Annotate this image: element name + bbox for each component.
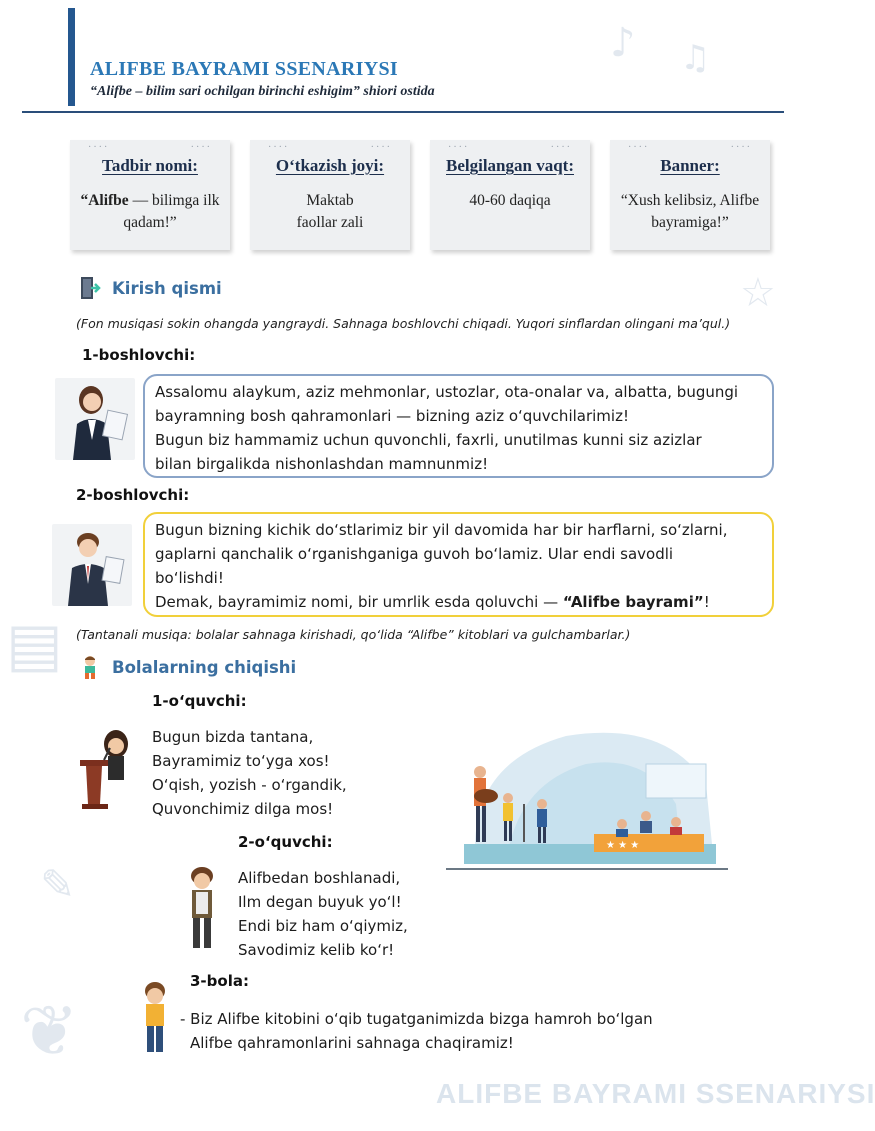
- card-body: [260, 190, 400, 234]
- poem-line: Endi biz ham o‘qiymiz,: [238, 917, 408, 935]
- event-name-emphasis: “Alifbe bayrami”: [562, 593, 704, 611]
- background-doodle-music-icon: ♪: [610, 20, 636, 66]
- speech-line-final: [155, 590, 762, 614]
- host1-speech-bubble: [143, 374, 774, 478]
- card-body: [80, 190, 220, 234]
- speaker-label: 1-boshlovchi:: [82, 346, 196, 364]
- speech-line: bayramning bosh qahramonlari — bizning aziz o‘quvchilarimiz!: [155, 407, 629, 425]
- section-title: Kirish qismi: [112, 278, 222, 298]
- pin-dots: ···· ····: [88, 142, 212, 153]
- speech-text: Demak, bayramimiz nomi, bir umrlik esda qoluvchi —: [155, 593, 563, 611]
- student3-speech: [180, 1007, 653, 1055]
- poem-line: Savodimiz kelib ko‘r!: [238, 941, 395, 959]
- speech-line: bilan birgalikda nishonlashdan mamnunmiz!: [155, 455, 489, 473]
- speech-line: Assalomu alaykum, aziz mehmonlar, ustozlar, ota-onalar va, albatta, bugungi: [155, 383, 739, 401]
- card-body-text: — bilimga ilk qadam!”: [123, 192, 220, 231]
- student-at-podium-icon: [78, 724, 142, 810]
- student-label: 3-bola:: [190, 972, 249, 990]
- student-label: 1-o‘quvchi:: [152, 692, 247, 710]
- presenter-male-icon: [52, 524, 132, 606]
- header-divider: [22, 111, 784, 113]
- section-title: Bolalarning chiqishi: [112, 657, 297, 677]
- card-body-text: Maktab faollar zali: [296, 192, 364, 231]
- pin-dots: ···· ····: [628, 142, 752, 153]
- svg-text:★ ★ ★: ★ ★ ★: [606, 840, 640, 851]
- student2-poem: [238, 866, 408, 962]
- card-heading: Banner:: [660, 156, 720, 175]
- poem-line: Ilm degan buyuk yo‘l!: [238, 893, 402, 911]
- young-child-icon: [138, 980, 172, 1056]
- intro-section-heading: [80, 276, 222, 300]
- speaker-label: 2-boshlovchi:: [76, 486, 190, 504]
- music-stage-direction: (Tantanali musiqa: bolalar sahnaga kirishadi, qo‘lida “Alifbe” kitoblari va gulchambarlar.): [76, 627, 631, 642]
- speech-line: Alifbe qahramonlarini sahnaga chaqiramiz!: [190, 1034, 514, 1052]
- background-doodle-note-icon: ♫: [680, 38, 711, 78]
- watermark-text: ALIFBE BAYRAMI SSENARIYSI: [436, 1078, 875, 1109]
- poem-line: Bugun bizda tantana,: [152, 728, 314, 746]
- student1-poem: [152, 725, 347, 821]
- poem-line: Alifbedan boshlanadi,: [238, 869, 401, 887]
- poem-line: Bayramimiz to‘yga xos!: [152, 752, 330, 770]
- background-doodle-feather-icon: ❦: [20, 990, 79, 1072]
- document-title: ALIFBE BAYRAMI SSENARIYSI: [90, 58, 398, 80]
- school-concert-stage-illustration: [446, 724, 728, 872]
- speech-text: !: [703, 593, 710, 611]
- host2-speech-bubble: [143, 512, 774, 617]
- header-accent-bar: [68, 8, 75, 106]
- kids-section-heading: [80, 655, 296, 679]
- speech-line: Bugun biz hammamiz uchun quvonchli, faxrli, unutilmas kunni siz azizlar: [155, 431, 702, 449]
- info-card-banner: [610, 140, 770, 250]
- child-icon: [80, 655, 100, 679]
- poem-line: Quvonchimiz dilga mos!: [152, 800, 334, 818]
- card-body: [620, 190, 760, 234]
- door-exit-icon: [80, 276, 100, 300]
- pin-dots: ···· ····: [448, 142, 572, 153]
- info-card-event-name: [70, 140, 230, 250]
- background-doodle-pencil-icon: ✎: [40, 860, 76, 909]
- card-heading: Belgilangan vaqt:: [446, 156, 574, 175]
- host-avatar-female: [55, 378, 135, 460]
- speech-line: - Biz Alifbe kitobini o‘qib tugatganimizda bizga hamroh bo‘lgan: [180, 1010, 653, 1028]
- speech-line: gaplarni qanchalik o‘rganishganiga guvoh bo‘lamiz. Ular endi savodli: [155, 545, 674, 563]
- host-avatar-male: [52, 524, 132, 606]
- card-body-text: 40-60 daqiqa: [469, 192, 551, 209]
- card-body-text: “Xush kelibsiz, Alifbe bayramiga!”: [620, 192, 760, 231]
- poem-line: O‘qish, yozish - o‘rgandik,: [152, 776, 347, 794]
- card-body: [440, 190, 580, 212]
- card-body-bold: “Alifbe: [80, 192, 129, 209]
- presenter-female-icon: [55, 378, 135, 460]
- pin-dots: ···· ····: [268, 142, 392, 153]
- speech-line: Bugun bizning kichik do‘stlarimiz bir yil davomida har bir harflarni, so‘zlarni,: [155, 521, 728, 539]
- stage-direction: (Fon musiqasi sokin ohangda yangraydi. Sahnaga boshlovchi chiqadi. Yuqori sinflardan olingani ma’qul.): [76, 316, 731, 331]
- card-heading: Tadbir nomi:: [102, 156, 198, 175]
- background-doodle-star-icon: ☆: [740, 270, 776, 316]
- card-heading: O‘tkazish joyi:: [275, 156, 385, 175]
- info-card-duration: [430, 140, 590, 250]
- background-doodle-book-icon: ▤: [6, 610, 63, 680]
- boy-student-icon: [182, 864, 222, 952]
- info-card-venue: [250, 140, 410, 250]
- speech-line: bo‘lishdi!: [155, 569, 224, 587]
- student-label: 2-o‘quvchi:: [238, 833, 333, 851]
- document-subtitle: “Alifbe – bilim sari ochilgan birinchi eshigim” shiori ostida: [90, 84, 435, 99]
